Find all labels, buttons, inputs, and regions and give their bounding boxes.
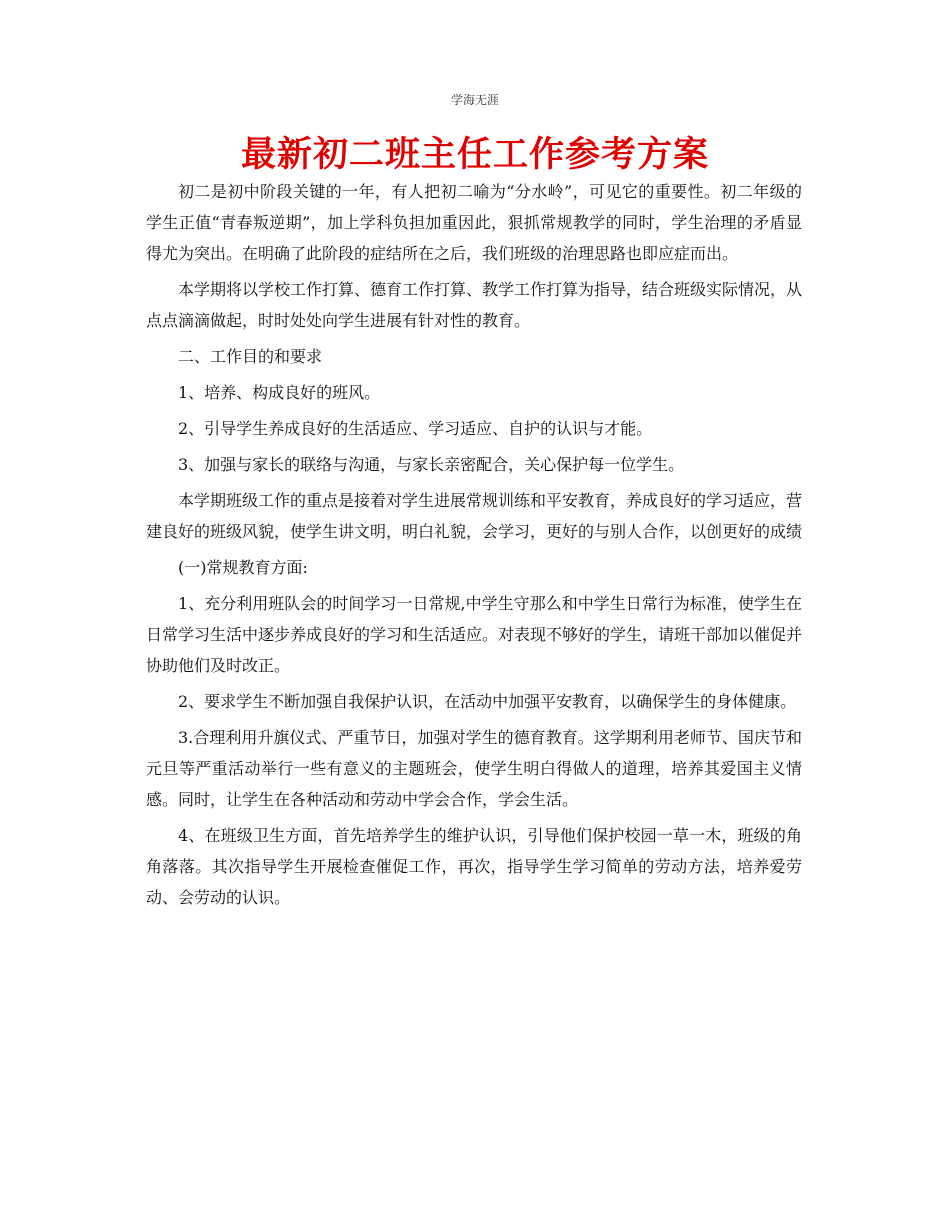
section-heading: 二、工作目的和要求 xyxy=(178,347,323,366)
list-item: 3、加强与家长的联络与沟通，与家长亲密配合，关心保护每一位学生。 xyxy=(178,455,685,474)
list-item: 1、充分利用班队会的时间学习一日常规,中学生守那么和中学生日常行为标准，使学生在日常学习生活中逐步养成良好的学习和生活适应。对表现不够好的学生，请班干部加以催促并协助他们及时改正。 xyxy=(146,594,803,675)
page-header: 学海无涯 xyxy=(450,93,499,107)
list-item: 1、培养、构成良好的班风。 xyxy=(178,383,381,402)
paragraph: 本学期班级工作的重点是接着对学生进展常规训练和平安教育，养成良好的学习适应，营建良好的班级风貌，使学生讲文明，明白礼貌，会学习，更好的与别人合作，以创更好的成绩 xyxy=(146,491,803,541)
paragraph: 本学期将以学校工作打算、德育工作打算、教学工作打算为指导，结合班级实际情况，从点点滴滴做起，时时处处向学生进展有针对性的教育。 xyxy=(146,280,803,330)
list-item: 3.合理利用升旗仪式、严重节日，加强对学生的德育教育。这学期利用老师节、国庆节和元旦等严重活动举行一些有意义的主题班会，使学生明白得做人的道理，培养其爱国主义情感。同时，让学生在各种活动和劳动中学会合作，学会生活。 xyxy=(146,728,802,809)
list-item: 4、在班级卫生方面，首先培养学生的维护认识，引导他们保护校园一草一木，班级的角角落落。其次指导学生开展检查催促工作，再次，指导学生学习简单的劳动方法，培养爱劳动、会劳动的认识。 xyxy=(146,826,802,907)
document-body xyxy=(146,176,802,918)
list-item: 2、引导学生养成良好的生活适应、学习适应、自护的认识与才能。 xyxy=(178,419,653,438)
document-title: 最新初二班主任工作参考方案 xyxy=(240,135,709,175)
paragraph: 初二是初中阶段关键的一年，有人把初二喻为“分水岭”，可见它的重要性。初二年级的学生正值“青春叛逆期”，加上学科负担加重因此，狠抓常规教学的同时，学生治理的矛盾显得尤为突出。在明确了此阶段的症结所在之后，我们班级的治理思路也即应症而出。 xyxy=(146,182,802,263)
list-item: 2、要求学生不断加强自我保护认识，在活动中加强平安教育，以确保学生的身体健康。 xyxy=(178,692,797,711)
subsection-heading: (一)常规教育方面: xyxy=(178,558,308,577)
